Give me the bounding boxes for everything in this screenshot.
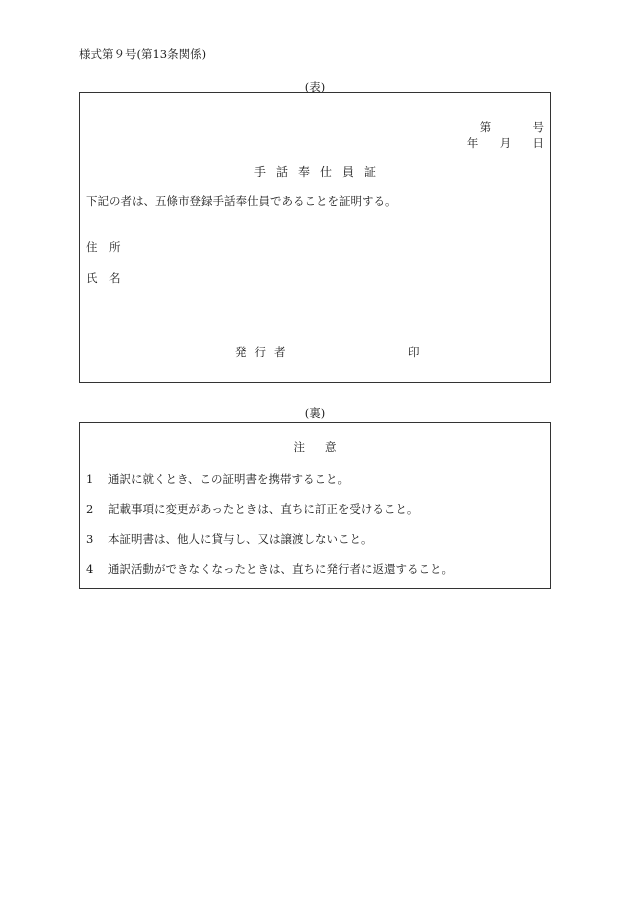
address-field — [86, 239, 128, 255]
certificate-back — [79, 422, 551, 589]
certificate-title — [80, 163, 550, 180]
issuer-char: 者 — [274, 345, 286, 359]
form-number-title: 様式第９号(第13条関係) — [79, 47, 207, 61]
note-text: 本証明書は、他人に貸与し、又は譲渡しないこと。 — [108, 532, 373, 546]
date-year: 年 — [466, 136, 479, 150]
note-number: 3 — [86, 532, 94, 546]
notes-title-char: 注 — [293, 440, 305, 454]
issuer-char: 発 — [235, 345, 247, 359]
number-prefix: 第 — [479, 120, 492, 134]
certificate-number-row — [480, 119, 544, 135]
issuer-label — [235, 344, 294, 360]
note-item — [86, 471, 349, 487]
address-label: 住 所 — [86, 240, 121, 254]
note-number: 2 — [86, 502, 94, 516]
back-side-label: (裏) — [304, 406, 326, 420]
notes-title-char: 意 — [325, 440, 337, 454]
title-char: 仕 — [320, 165, 333, 179]
title-char: 員 — [342, 165, 355, 179]
title-char: 手 — [253, 165, 266, 179]
title-char: 奉 — [297, 165, 310, 179]
certificate-front — [79, 92, 551, 383]
note-item — [86, 561, 453, 577]
date-row — [467, 135, 544, 151]
notes-title — [80, 439, 550, 455]
title-char: 話 — [275, 165, 288, 179]
front-side-label: (表) — [304, 80, 326, 94]
note-number: 1 — [86, 472, 94, 486]
note-text: 記載事項に変更があったときは、直ちに訂正を受けること。 — [108, 502, 419, 516]
name-field — [86, 270, 128, 286]
title-char: 証 — [364, 165, 377, 179]
note-text: 通訳活動ができなくなったときは、直ちに発行者に返還すること。 — [108, 562, 453, 576]
date-month: 月 — [499, 136, 512, 150]
name-label: 氏 名 — [86, 271, 121, 285]
note-text: 通訳に就くとき、この証明書を携帯すること。 — [108, 472, 350, 486]
certification-statement: 下記の者は、五條市登録手話奉仕員であることを証明する。 — [86, 194, 397, 208]
number-suffix: 号 — [532, 120, 544, 134]
note-item — [86, 531, 373, 547]
note-number: 4 — [86, 562, 94, 576]
issuer-char: 行 — [254, 345, 266, 359]
note-item — [86, 501, 418, 517]
date-day: 日 — [532, 136, 544, 150]
seal-mark: 印 — [408, 345, 420, 359]
